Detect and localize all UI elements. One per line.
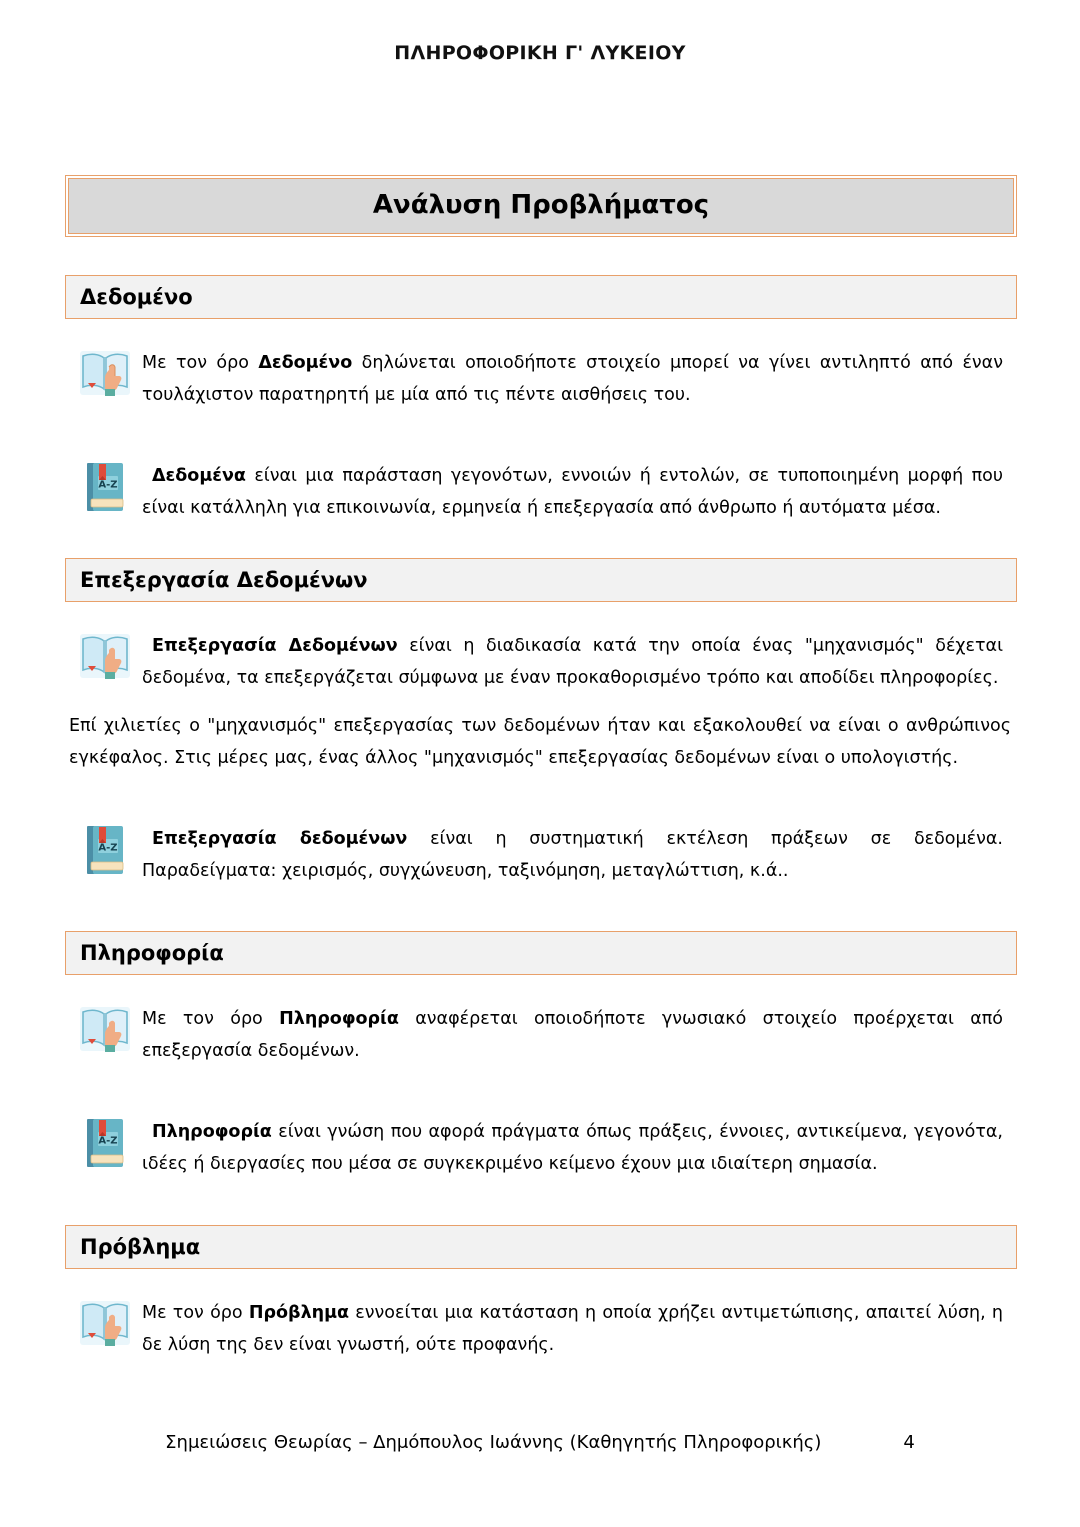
definition-text [142,628,1017,695]
spacer [65,524,1017,558]
document-content [65,175,1017,1362]
svg-text:A-Z: A-Z [98,1135,118,1147]
footer-text: Σημειώσεις Θεωρίας – Δημόπουλος Ιωάννης (Καθηγητής Πληροφορικής) [165,1432,822,1453]
page-footer [0,1432,1080,1453]
definition-block [65,1295,1017,1362]
definition-text [142,1295,1017,1362]
definition-lead: Με τον όρο [142,1009,280,1030]
definition-term: Δεδομένο [258,353,353,373]
definition-term: Πληροφορία [279,1009,399,1030]
svg-text:A-Z: A-Z [98,479,118,491]
definition-text [142,345,1017,412]
open-book-hand-icon [78,345,132,399]
az-dictionary-icon [78,458,132,512]
spacer [65,1068,1017,1088]
section-header-provlima: Πρόβλημα [65,1225,1017,1269]
open-book-hand-icon [78,1001,132,1055]
section-header-dedomeno: Δεδομένο [65,275,1017,319]
definition-term: Επεξεργασία δεδομένων [152,828,408,849]
definition-rest: είναι γνώση που αφορά πράγματα όπως πράξεις, έννοιες, αντικείμενα, γεγονότα, ιδέες ή διεργασίες που μέσα σε συγκεκριμένο κείμενο έχουν μια ιδιαίτερη σημασία. [142,1122,1003,1174]
definition-term: Πρόβλημα [248,1302,350,1323]
spacer [65,887,1017,931]
spacer [65,775,1017,795]
definition-term: Πληροφορία [152,1122,272,1143]
definition-rest: δηλώνεται οποιοδήποτε στοιχείο μπορεί να γίνει αντιληπτό από έναν τουλάχιστον παρατηρητή με μία από τις πέντε αισθήσεις του. [142,353,1003,405]
definition-lead: Με τον όρο [142,353,259,373]
definition-text [142,1001,1017,1068]
definition-text [142,458,1017,525]
footer-page-number: 4 [903,1432,915,1453]
section-header-pliroforia: Πληροφορία [65,931,1017,975]
az-dictionary-icon [78,821,132,875]
document-title-box [65,175,1017,237]
definition-block [65,628,1017,695]
definition-block [65,458,1017,525]
definition-rest: είναι η διαδικασία κατά την οποία ένας "μηχανισμός" δέχεται δεδομένα, τα επεξεργάζεται σύμφωνα με έναν προκαθορισμένο τρόπο και αποδίδει πληροφορίες. [142,636,1003,689]
definition-term: Δεδομένα [152,465,246,486]
svg-text:A-Z: A-Z [98,842,118,854]
open-book-hand-icon [78,628,132,682]
definition-lead: Με τον όρο [142,1302,249,1323]
body-paragraph: Επί χιλιετίες ο "μηχανισμός" επεξεργασίας των δεδομένων ήταν και εξακολουθεί να είναι ο ανθρώπινος εγκέφαλος. Στις μέρες μας, ένας άλλος "μηχανισμός" επεξεργασίας δεδομένων είναι ο υπολογιστής. [69,716,1011,768]
definition-rest: είναι η συστηματική εκτέλεση πράξεων σε δεδομένα. Παραδείγματα: χειρισμός, συγχώνευση, ταξινόμηση, μεταγλώττιση, κ.ά.. [142,828,1003,881]
az-dictionary-icon [78,1114,132,1168]
definition-block [65,821,1017,888]
open-book-hand-icon [78,1295,132,1349]
definition-block [65,1114,1017,1181]
definition-block [65,345,1017,412]
definition-rest: είναι μια παράσταση γεγονότων, εννοιών ή εντολών, σε τυποποιημένη μορφή που είναι κατάλληλη για επικοινωνία, ερμηνεία ή επεξεργασία από άνθρωπο ή αυτόματα μέσα. [142,465,1003,518]
page-title: Ανάλυση Προβλήματος [68,178,1014,234]
definition-term: Επεξεργασία Δεδομένων [152,636,398,657]
section-header-epexergasia-dedomenon: Επεξεργασία Δεδομένων [65,558,1017,602]
definition-text [142,1114,1017,1181]
definition-block [65,1001,1017,1068]
definition-rest: αναφέρεται οποιοδήποτε γνωσιακό στοιχείο προέρχεται από επεξεργασία δεδομένων. [142,1009,1003,1062]
spacer [65,1181,1017,1225]
definition-rest: εννοείται μια κατάσταση η οποία χρήζει αντιμετώπισης, απαιτεί λύση, η δε λύση της δεν είναι γνωστή, ούτε προφανής. [142,1302,1003,1355]
spacer [65,412,1017,432]
page-header: ΠΛΗΡΟΦΟΡΙΚΗ Γ' ΛΥΚΕΙΟΥ [394,42,686,64]
definition-text [142,821,1017,888]
